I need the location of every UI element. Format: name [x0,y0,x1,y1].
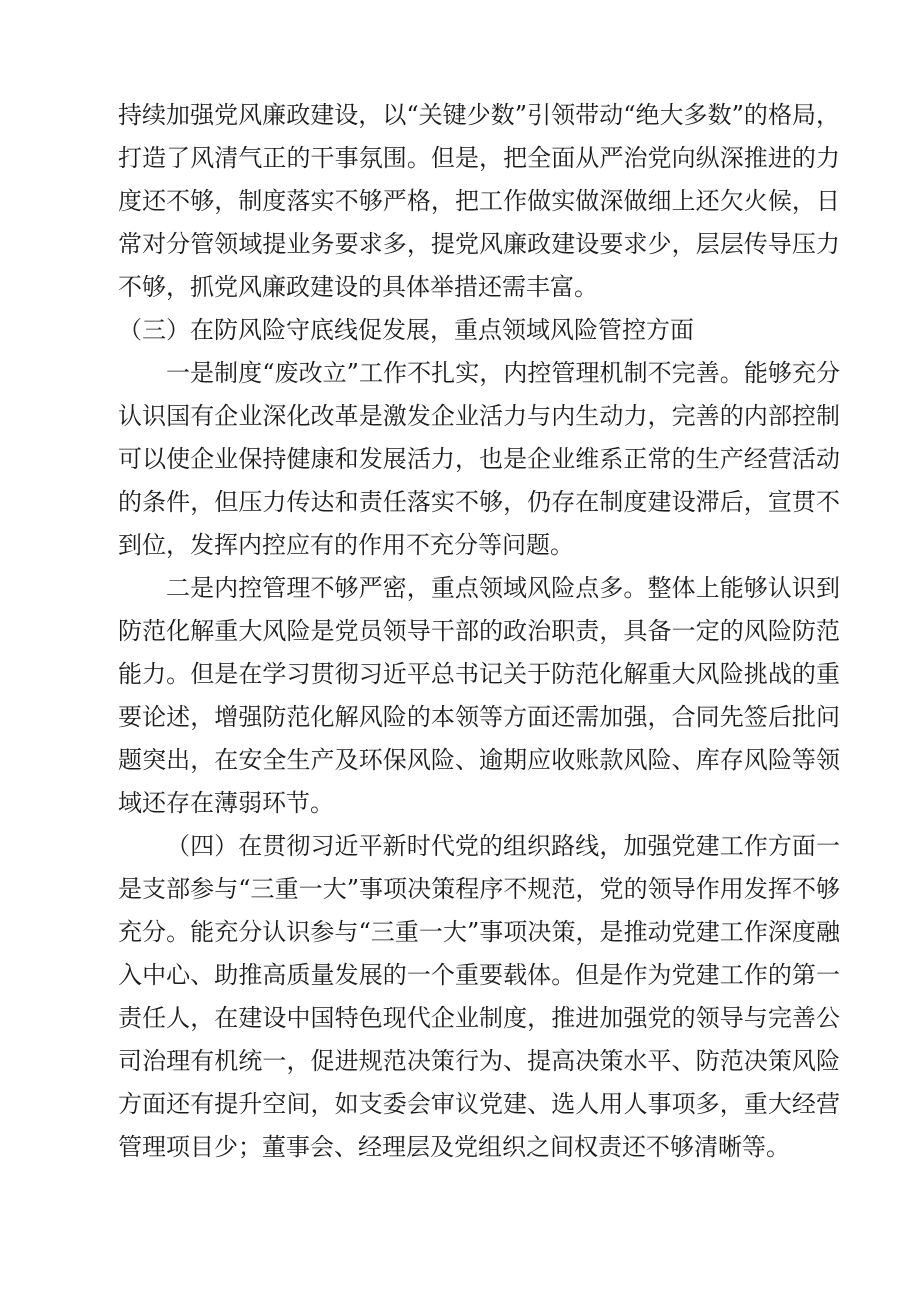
document-body [118,94,840,1169]
section-heading-three: （三）在防风险守底线促发展，重点领域风险管控方面 [118,316,694,344]
paragraph-internal-control: 二是内控管理不够严密，重点领域风险点多。整体上能够认识到防范化解重大风险是党员领导干部的政治职责，具备一定的风险防范能力。但是在学习贯彻习近平总书记关于防范化解重大风险挑战的重要论述，增强防范化解风险的本领等方面还需加强，合同先签后批问题突出，在安全生产及环保风险、逾期应收账款风险、库存风险等领域还存在薄弱环节。 [118,574,840,817]
paragraph-section-four: （四）在贯彻习近平新时代党的组织路线，加强党建工作方面一是支部参与“三重一大”事项决策程序不规范，党的领导作用发挥不够充分。能充分认识参与“三重一大”事项决策，是推动党建工作深度融入中心、助推高质量发展的一个重要载体。但是作为党建工作的第一责任人，在建设中国特色现代企业制度，推进加强党的领导与完善公司治理有机统一，促进规范决策行为、提高决策水平、防范决策风险方面还有提升空间，如支委会审议党建、选人用人事项多，重大经营管理项目少；董事会、经理层及党组织之间权责还不够清晰等。 [118,832,840,1161]
paragraph-continuation: 持续加强党风廉政建设，以“关键少数”引领带动“绝大多数”的格局，打造了风清气正的干事氛围。但是，把全面从严治党向纵深推进的力度还不够，制度落实不够严格，把工作做实做深做细上还欠火候，日常对分管领域提业务要求多，提党风廉政建设要求少，层层传导压力不够，抓党风廉政建设的具体举措还需丰富。 [118,101,840,301]
paragraph-institution-reform: 一是制度“废改立”工作不扎实，内控管理机制不完善。能够充分认识国有企业深化改革是激发企业活力与内生动力，完善的内部控制可以使企业保持健康和发展活力，也是企业维系正常的生产经营活动的条件，但压力传达和责任落实不够，仍存在制度建设滞后，宣贯不到位，发挥内控应有的作用不充分等问题。 [118,359,840,559]
